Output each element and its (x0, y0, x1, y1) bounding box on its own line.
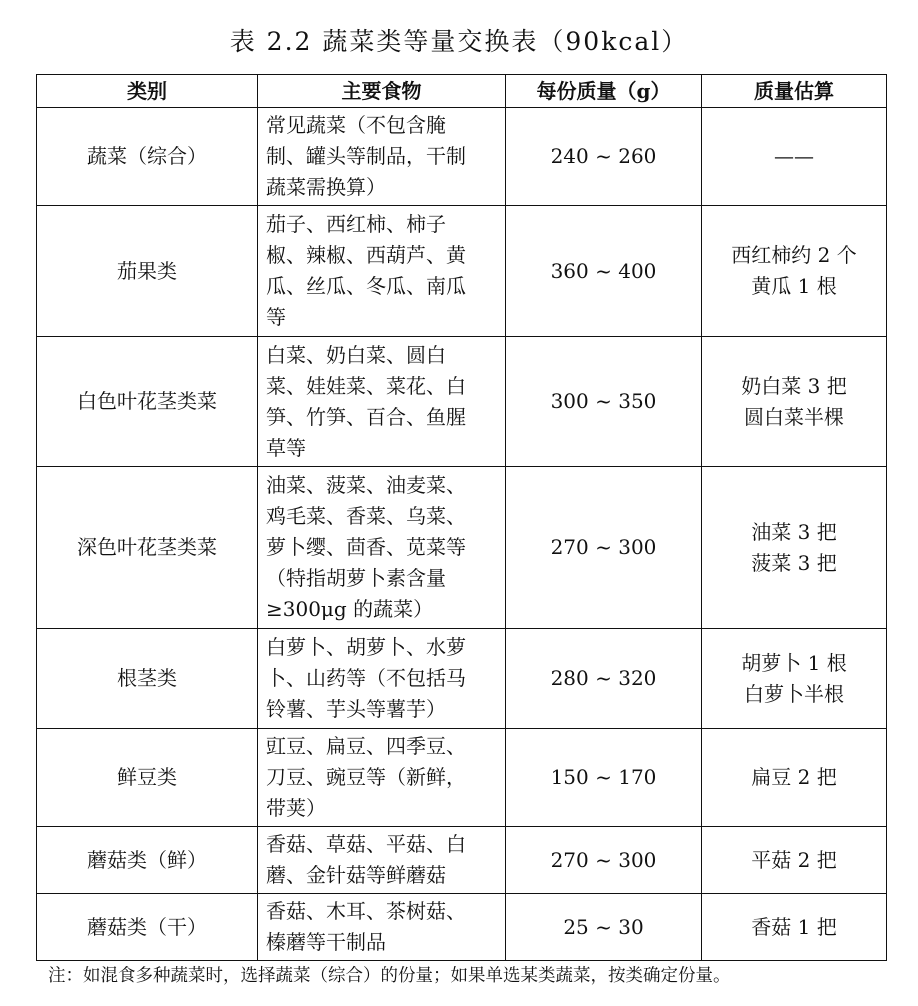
estimate-line: 香菇 1 把 (751, 914, 837, 939)
table-body (37, 108, 887, 961)
food-line: 香菇、草菇、平菇、白 (266, 832, 466, 856)
food-line: 豇豆、扁豆、四季豆、 (266, 734, 466, 758)
food-line: 带荚） (266, 796, 326, 820)
food-line: 制、罐头等制品，干制 (266, 144, 466, 168)
estimate-cell (702, 827, 887, 894)
food-line: 蔬菜需换算） (266, 175, 386, 199)
category-cell: 茄果类 (37, 206, 258, 337)
category-cell: 根茎类 (37, 629, 258, 729)
food-line: 常见蔬菜（不包含腌 (266, 113, 446, 137)
weight-cell: 270 ~ 300 (506, 827, 702, 894)
weight-cell: 280 ~ 320 (506, 629, 702, 729)
estimate-line: 奶白菜 3 把 (741, 373, 847, 398)
category-cell: 蘑菇类（干） (37, 894, 258, 961)
food-line: 笋、竹笋、百合、鱼腥 (266, 404, 466, 429)
estimate-cell (702, 108, 887, 206)
table-row (37, 729, 887, 827)
food-line: 草等 (266, 435, 306, 460)
estimate-line: 油菜 3 把 (751, 519, 837, 544)
food-line: 蘑、金针菇等鲜蘑菇 (266, 863, 446, 887)
estimate-line: 白萝卜半根 (744, 681, 844, 706)
food-line: 榛蘑等干制品 (266, 930, 386, 954)
header-row (37, 75, 887, 108)
estimate-cell (702, 629, 887, 729)
weight-cell: 360 ~ 400 (506, 206, 702, 337)
food-line: （特指胡萝卜素含量 (266, 566, 446, 590)
food-line: ≥300μg 的蔬菜） (266, 597, 434, 621)
food-cell (258, 629, 506, 729)
table-row (37, 108, 887, 206)
estimate-line: 菠菜 3 把 (751, 550, 837, 575)
footnote: 注：如混食多种蔬菜时，选择蔬菜（综合）的份量；如果单选某类蔬菜，按类确定份量。 (48, 966, 731, 986)
header-estimate: 质量估算 (702, 75, 887, 108)
table-row (37, 894, 887, 961)
weight-cell: 240 ~ 260 (506, 108, 702, 206)
food-line: 椒、辣椒、西葫芦、黄 (266, 243, 466, 267)
food-cell (258, 206, 506, 337)
estimate-line: 平菇 2 把 (751, 847, 837, 872)
food-line: 白菜、奶白菜、圆白 (266, 342, 446, 367)
food-line: 油菜、菠菜、油麦菜、 (266, 473, 466, 497)
estimate-line: 圆白菜半棵 (744, 404, 844, 429)
category-cell: 鲜豆类 (37, 729, 258, 827)
table-row (37, 206, 887, 337)
estimate-line: 黄瓜 1 根 (751, 274, 837, 298)
weight-cell: 25 ~ 30 (506, 894, 702, 961)
estimate-line: 胡萝卜 1 根 (741, 650, 847, 675)
estimate-cell (702, 729, 887, 827)
food-cell (258, 337, 506, 467)
table-row (37, 827, 887, 894)
table-row (37, 467, 887, 629)
table-title: 表 2.2 蔬菜类等量交换表（90kcal） (229, 27, 689, 56)
weight-cell: 300 ~ 350 (506, 337, 702, 467)
category-cell: 白色叶花茎类菜 (37, 337, 258, 467)
table-row (37, 629, 887, 729)
vegetable-exchange-table (36, 74, 887, 961)
food-line: 菜、娃娃菜、菜花、白 (266, 373, 466, 398)
table-row (37, 337, 887, 467)
food-line: 瓜、丝瓜、冬瓜、南瓜 (266, 274, 466, 298)
food-line: 白萝卜、胡萝卜、水萝 (266, 635, 466, 659)
category-cell: 深色叶花茎类菜 (37, 467, 258, 629)
food-line: 等 (266, 305, 286, 329)
category-cell: 蘑菇类（鲜） (37, 827, 258, 894)
header-category: 类别 (37, 75, 258, 108)
weight-cell: 270 ~ 300 (506, 467, 702, 629)
food-cell (258, 467, 506, 629)
header-weight: 每份质量（g） (506, 75, 702, 108)
food-line: 铃薯、芋头等薯芋） (266, 697, 446, 721)
estimate-cell (702, 337, 887, 467)
food-cell (258, 108, 506, 206)
category-cell: 蔬菜（综合） (37, 108, 258, 206)
weight-cell: 150 ~ 170 (506, 729, 702, 827)
estimate-cell (702, 206, 887, 337)
food-cell (258, 894, 506, 961)
estimate-line: 扁豆 2 把 (751, 765, 837, 789)
food-cell (258, 729, 506, 827)
food-line: 茄子、西红柿、柿子 (266, 212, 446, 236)
estimate-line: 西红柿约 2 个 (731, 243, 857, 267)
food-line: 刀豆、豌豆等（新鲜， (266, 765, 466, 789)
food-line: 卜、山药等（不包括马 (266, 666, 466, 690)
food-line: 萝卜缨、茴香、苋菜等 (266, 535, 466, 559)
header-food: 主要食物 (258, 75, 506, 108)
food-cell (258, 827, 506, 894)
food-line: 香菇、木耳、茶树菇、 (266, 899, 466, 923)
estimate-line: —— (774, 144, 814, 168)
food-line: 鸡毛菜、香菜、乌菜、 (266, 504, 466, 528)
estimate-cell (702, 467, 887, 629)
estimate-cell (702, 894, 887, 961)
